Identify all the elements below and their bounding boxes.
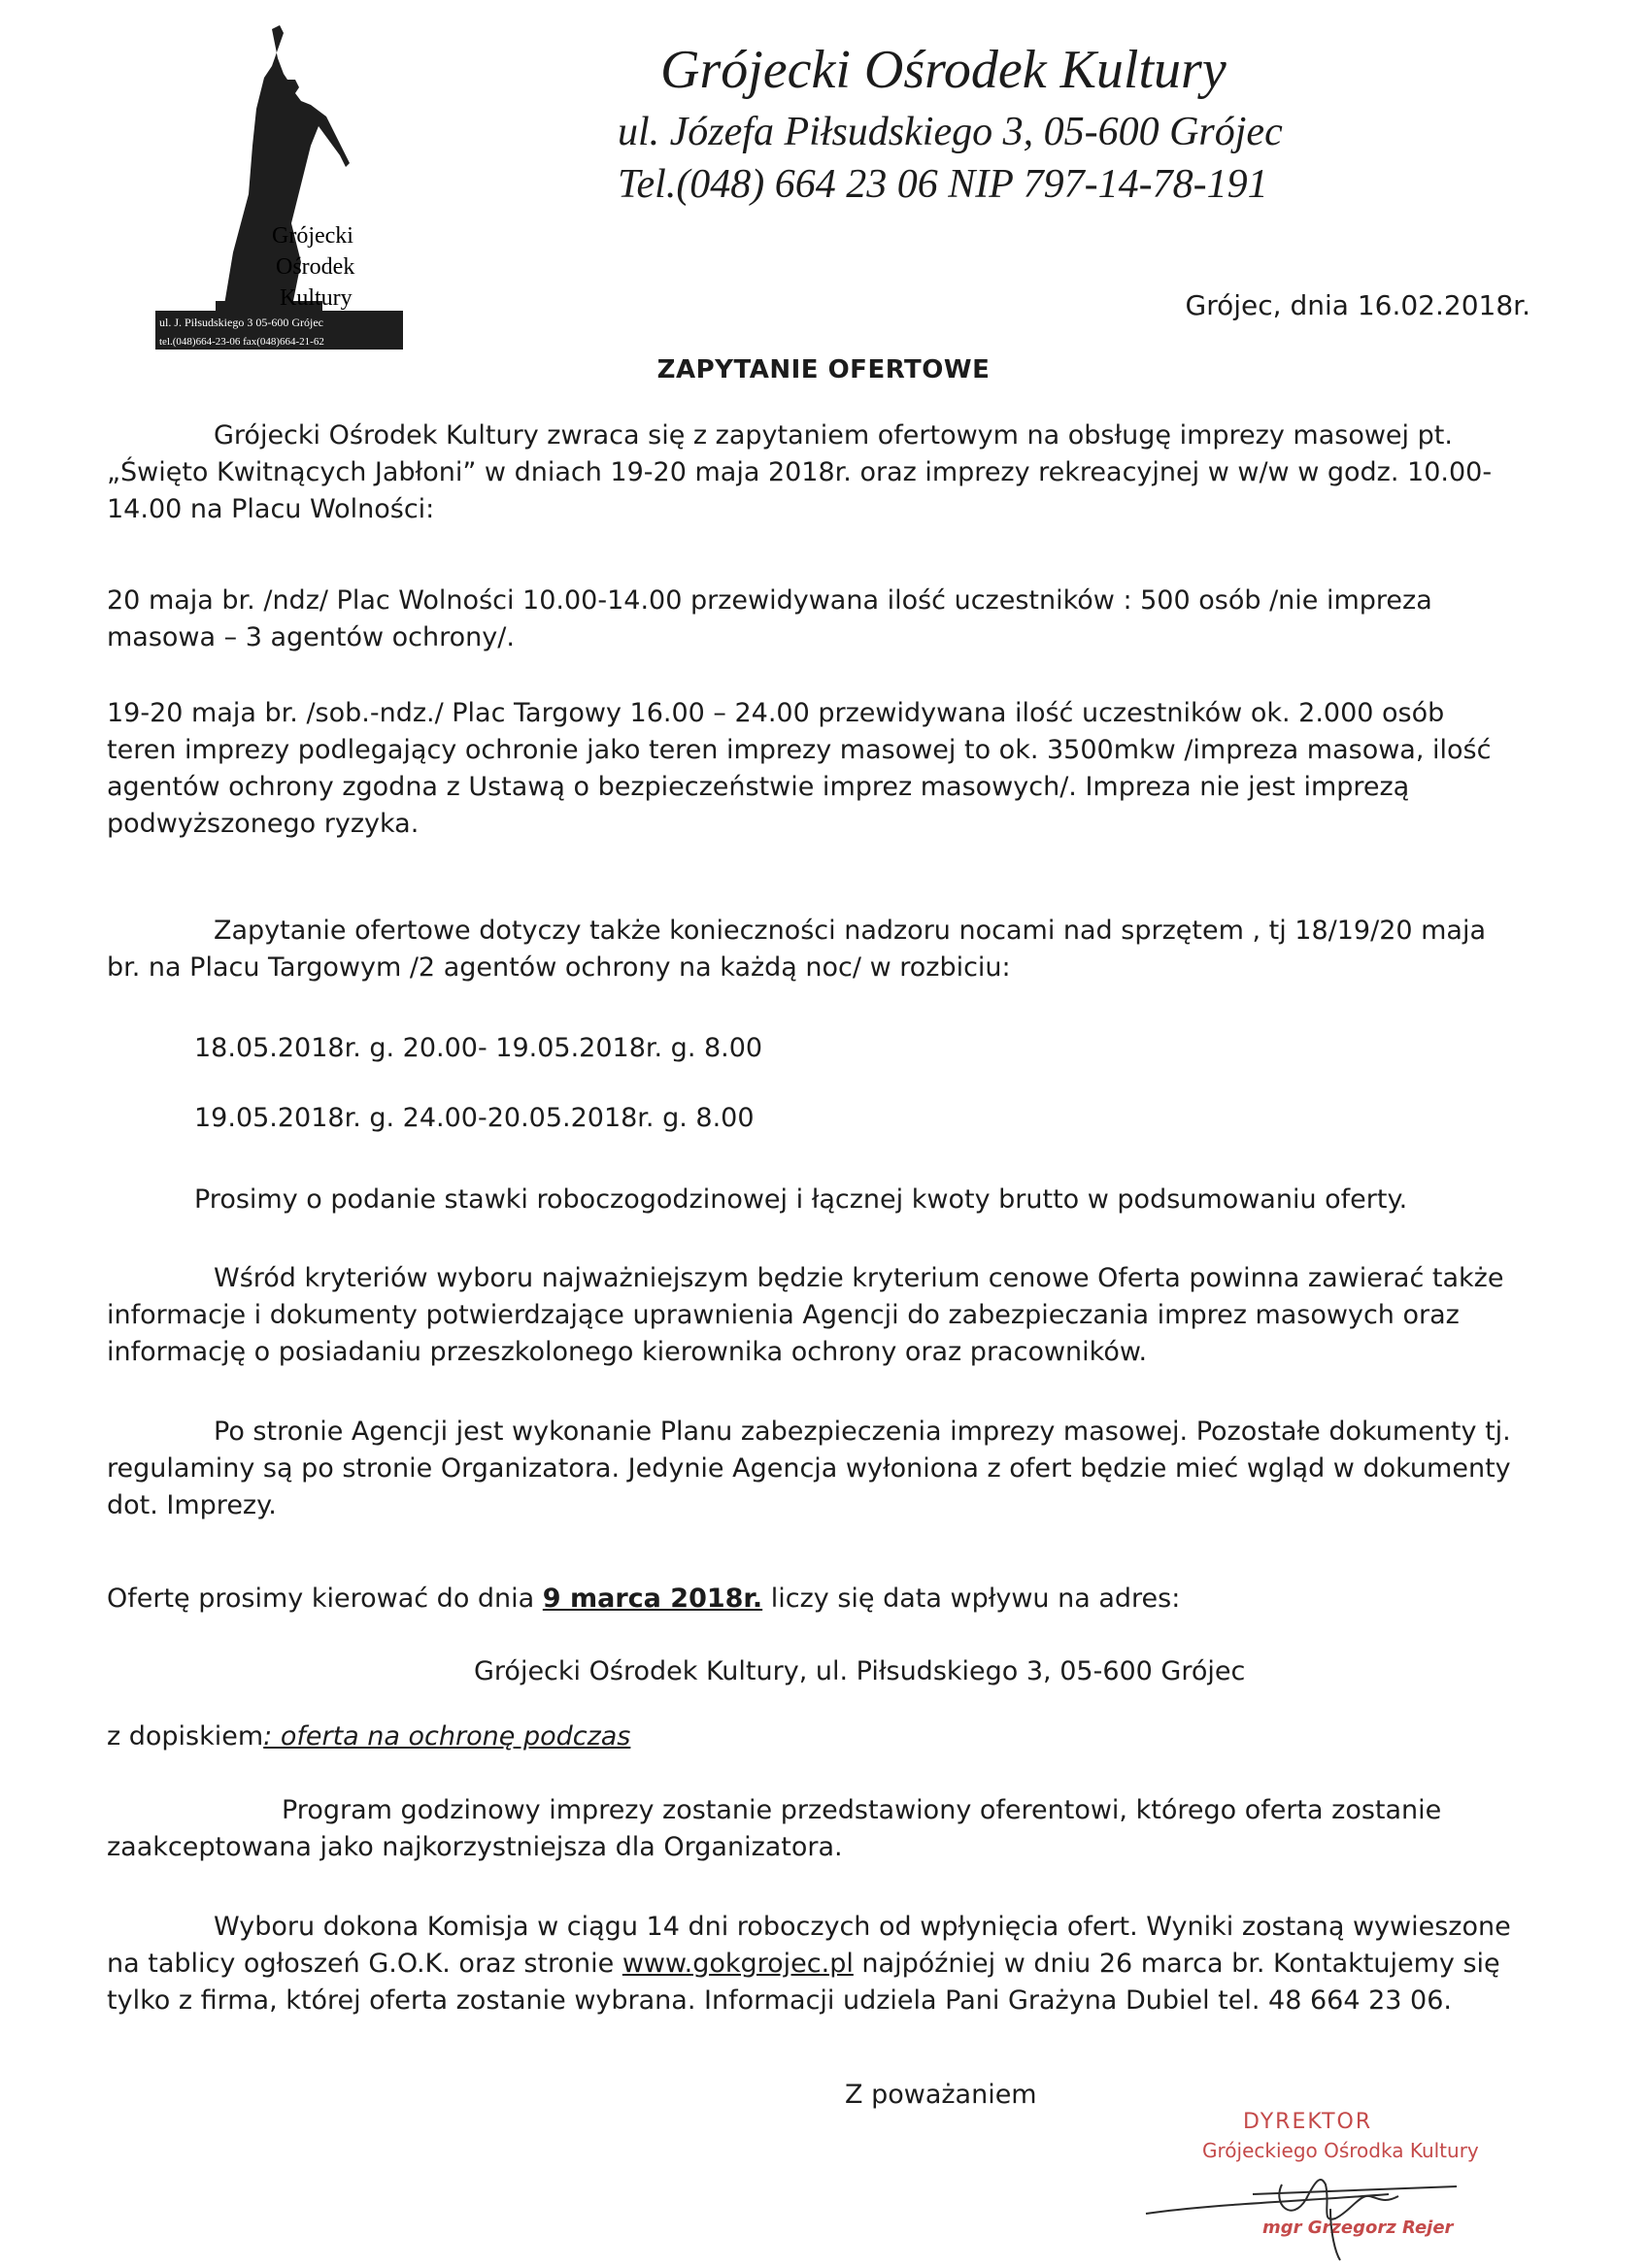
deadline-date: 9 marca 2018r. — [542, 1584, 763, 1614]
criteria-paragraph: Wśród kryteriów wyboru najważniejszym będzie kryterium cenowe Oferta powinna zawierać także informacje i dokumenty potwierdzające uprawnienia Agencji do zabezpieczania imprez masowych oraz informację o posiadaniu przeszkolonego kierownika ochrony oraz pracowników. — [107, 1263, 1504, 1367]
logo-line-3: Kultury — [280, 285, 353, 311]
annotation-prefix: z dopiskiem — [107, 1721, 264, 1751]
submission-address: Grójecki Ośrodek Kultury, ul. Piłsudskiego 3, 05-600 Grójec — [474, 1656, 1246, 1686]
document-title: ZAPYTANIE OFERTOWE — [656, 355, 991, 384]
selection-contact-text: najpóźniej w dniu 26 marca br. Kontaktujemy się tylko z firma, której oferta zostanie wybrana. Informacji udziela Pani Grażyna Dubiel tel. 48 664 23 06. — [107, 1949, 1500, 2016]
selection-paragraph — [107, 1909, 1515, 2019]
night-slot-2: 19.05.2018r. g. 24.00-20.05.2018r. g. 8.00 — [194, 1103, 755, 1133]
stamp-title: DYREKTOR — [1243, 2110, 1373, 2134]
plan-paragraph: Po stronie Agencji jest wykonanie Planu zabezpieczenia imprezy masowej. Pozostałe dokumenty tj. regulaminy są po stronie Organizatora. Jedynie Agencja wyłoniona z ofert będzie mieć wgląd w dokumenty dot. Imprezy. — [107, 1417, 1511, 1520]
website-link[interactable]: www.gokgrojec.pl — [622, 1949, 854, 1979]
night-slot-1: 18.05.2018r. g. 20.00- 19.05.2018r. g. 8.00 — [194, 1033, 763, 1063]
intro-paragraph: Grójecki Ośrodek Kultury zwraca się z zapytaniem ofertowym na obsługę imprezy masowej pt. „Święto Kwitnących Jabłoni” w dniach 19-20 maja 2018r. oraz imprezy rekreacyjnej w w/w w godz. 10.00-14.00 na Placu Wolności: — [107, 420, 1493, 524]
logo-line-2: Ośrodek — [276, 254, 355, 280]
annotation-line — [107, 1718, 1515, 1755]
director-stamp — [1136, 2087, 1554, 2262]
stamp-organization: Grójeckiego Ośrodka Kultury — [1202, 2139, 1479, 2162]
organization-logo — [155, 19, 408, 350]
organization-address: ul. Józefa Piłsudskiego 3, 05-600 Grójec — [618, 110, 1283, 154]
stamp-name: mgr Grzegorz Rejer — [1262, 2218, 1454, 2238]
annotation-text: : oferta na ochronę podczas — [263, 1721, 631, 1751]
place-and-date: Grójec, dnia 16.02.2018r. — [1185, 289, 1530, 321]
organization-contact: Tel.(048) 664 23 06 NIP 797-14-78-191 — [618, 162, 1268, 207]
deadline-line — [107, 1581, 1515, 1618]
logo-line-1: Grójecki — [272, 223, 353, 249]
program-paragraph: Program godzinowy imprezy zostanie przedstawiony oferentowi, którego oferta zostanie zaakceptowana jako najkorzystniejsza dla Organizatora. — [107, 1795, 1442, 1862]
logo-address-band: ul. J. Piłsudskiego 3 05-600 Grójec — [159, 316, 323, 329]
organization-name: Grójecki Ośrodek Kultury — [660, 40, 1227, 100]
night-supervision-paragraph: Zapytanie ofertowe dotyczy także konieczności nadzoru nocami nad sprzętem , tj 18/19/20 maja br. na Placu Targowym /2 agentów ochrony na każdą noc/ w rozbiciu: — [107, 916, 1487, 983]
event-weekend-paragraph: 19-20 maja br. /sob.-ndz./ Plac Targowy 16.00 – 24.00 przewidywana ilość uczestników ok. 2.000 osób teren imprezy podlegający ochronie jako teren imprezy masowej to ok. 3500mkw /impreza masowa, ilość agentów ochrony zgodna z Ustawą o bezpieczeństwie imprez masowych/. Impreza nie jest imprezą podwyższonego ryzyka. — [107, 698, 1492, 839]
closing-salutation: Z poważaniem — [845, 2080, 1037, 2110]
deadline-suffix: liczy się data wpływu na adres: — [762, 1584, 1181, 1614]
logo-phone-band: tel.(048)664-23-06 fax(048)664-21-62 — [159, 336, 324, 348]
deadline-prefix: Ofertę prosimy kierować do dnia — [107, 1584, 543, 1614]
rates-paragraph: Prosimy o podanie stawki roboczogodzinowej i łącznej kwoty brutto w podsumowaniu oferty. — [194, 1184, 1408, 1215]
event-saturday-paragraph: 20 maja br. /ndz/ Plac Wolności 10.00-14.00 przewidywana ilość uczestników : 500 osób /nie impreza masowa – 3 agentów ochrony/. — [107, 585, 1432, 652]
selection-text: Wyboru dokona Komisja w ciągu 14 dni roboczych od wpłynięcia ofert. Wyniki zostaną wywieszone na tablicy ogłoszeń G.O.K. oraz stronie — [107, 1912, 1511, 1979]
